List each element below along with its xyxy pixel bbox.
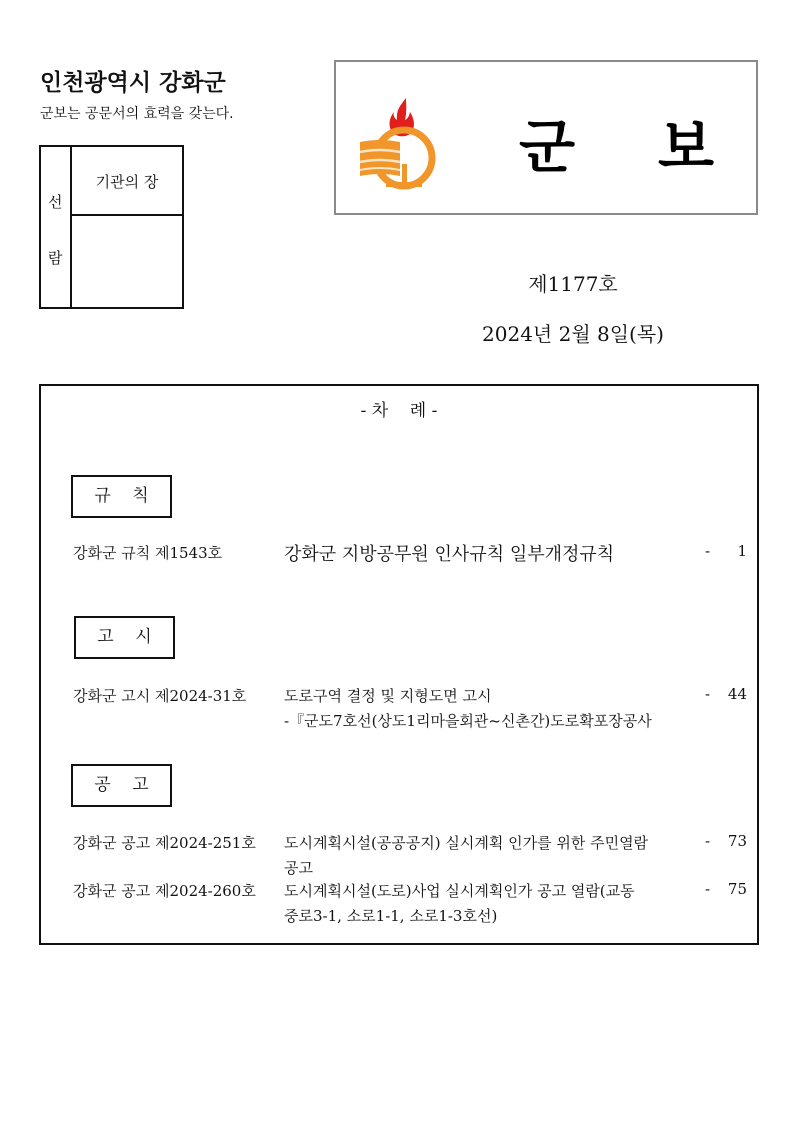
entry-page-number[interactable]: 1 xyxy=(737,542,747,560)
issue-number: 제1177호 xyxy=(528,272,618,296)
bulletin-banner xyxy=(334,60,758,215)
entry-dash: - xyxy=(705,542,711,560)
entry-id: 강화군 공고 제2024-251호 xyxy=(73,834,256,852)
entry-title-line2: 공고 xyxy=(284,859,313,877)
approval-side-label-top: 선 xyxy=(48,193,63,211)
entry-id: 강화군 규칙 제1543호 xyxy=(73,544,223,562)
section-label-notices: 고 시 xyxy=(74,616,175,659)
approval-head-cell: 기관의 장 xyxy=(72,147,182,216)
banner-title-char-2: 보 xyxy=(658,113,715,181)
entry-title-line2: 중로3-1, 소로1-1, 소로1-3호선) xyxy=(284,907,498,925)
approval-side-label-bottom: 람 xyxy=(48,249,63,267)
entry-title[interactable]: 도시계획시설(공공공지) 실시계획 인가를 위한 주민열람 xyxy=(284,834,649,852)
entry-id: 강화군 고시 제2024-31호 xyxy=(73,687,247,705)
entry-page-number[interactable]: 75 xyxy=(727,880,747,898)
entry-id: 강화군 공고 제2024-260호 xyxy=(73,882,256,900)
entry-page-number[interactable]: 73 xyxy=(727,832,747,850)
organization-subtitle: 군보는 공문서의 효력을 갖는다. xyxy=(40,106,234,122)
entry-title[interactable]: 강화군 지방공무원 인사규칙 일부개정규칙 xyxy=(284,544,615,565)
entry-title[interactable]: 도시계획시설(도로)사업 실시계획인가 공고 열람(교동 xyxy=(284,882,635,900)
organization-title: 인천광역시 강화군 xyxy=(40,70,226,96)
gangwha-county-emblem-icon xyxy=(356,90,444,190)
table-of-contents xyxy=(39,384,759,945)
entry-dash: - xyxy=(705,880,711,898)
issue-date: 2024년 2월 8일(목) xyxy=(482,322,664,346)
entry-page-number[interactable]: 44 xyxy=(727,685,747,703)
section-label-rules: 규 칙 xyxy=(71,475,172,518)
entry-dash: - xyxy=(705,685,711,703)
toc-title: - 차 례 - xyxy=(360,401,438,421)
entry-title-line2: -『군도7호선(상도1리마을회관~신촌간)도로확포장공사 xyxy=(284,712,652,730)
banner-title-char-1: 군 xyxy=(519,113,576,181)
entry-dash: - xyxy=(705,832,711,850)
section-label-announcements: 공 고 xyxy=(71,764,172,807)
entry-title[interactable]: 도로구역 결정 및 지형도면 고시 xyxy=(284,687,492,705)
